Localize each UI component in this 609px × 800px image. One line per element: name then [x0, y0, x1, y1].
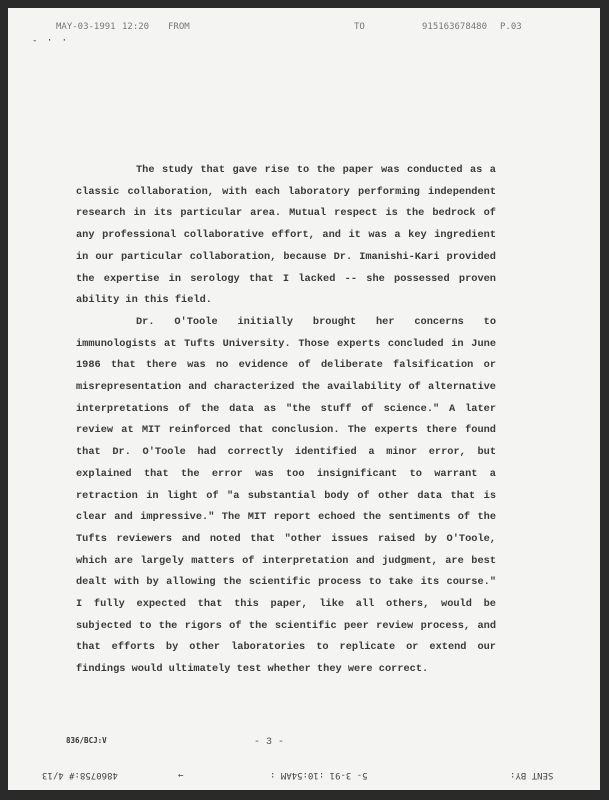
- fax-time: 12:20: [122, 22, 150, 32]
- fax-footer-inverted: [42, 770, 572, 784]
- fax-footer-sent-by: SENT BY:: [510, 770, 554, 780]
- fax-footer-time: 5- 3-91 :10:54AM :: [270, 770, 368, 780]
- fax-date: MAY-03-1991: [56, 22, 116, 32]
- document-code: 836/BCJ:V: [66, 736, 107, 745]
- paragraph-collaboration: The study that gave rise to the paper was conducted as a classic collaboration, with each laboratory performing independent research in its particular area. Mutual respect is the bedrock of any professional collaborative effort, and it was a key ingredient in our particular collaboration, because Dr. Imanishi-Kari provided the expertise in serology that I lacked -- she possessed proven ability in this field.: [76, 164, 496, 307]
- fax-header: [56, 22, 576, 36]
- page-number: - 3 -: [254, 737, 285, 748]
- fax-number: 915163678480: [422, 22, 488, 32]
- fax-to: TO: [354, 22, 365, 32]
- fax-footer-page: 4860758:# 4/13: [42, 770, 118, 780]
- fax-page: [8, 8, 600, 790]
- letter-body: [76, 160, 496, 681]
- fax-page-number: P.03: [500, 22, 522, 32]
- header-marks: - · ·: [32, 36, 70, 46]
- fax-footer-mark: →: [178, 770, 184, 780]
- fax-from: FROM: [168, 22, 190, 32]
- paragraph-review: Dr. O'Toole initially brought her concerns to immunologists at Tufts University. Those experts concluded in June 1986 that there was no evidence of deliberate falsification or misrepresentation and characterized the availability of alternative interpretations of the data as "the stuff of science." A later review at MIT reinforced that conclusion. The experts there found that Dr. O'Toole had correctly identified a minor error, but explained that the error was too insignificant to warrant a retraction in light of "a substantial body of other data that is clear and impressive." The MIT report echoed the sentiments of the Tufts reviewers and noted that "other issues raised by O'Toole, which are largely matters of interpretation and judgment, are best dealt with by allowing the scientific process to take its course." I fully expected that this paper, like all others, would be subjected to the rigors of the scientific peer review process, and that efforts by other laboratories to replicate or extend our findings would ultimately test whether they were correct.: [76, 315, 496, 676]
